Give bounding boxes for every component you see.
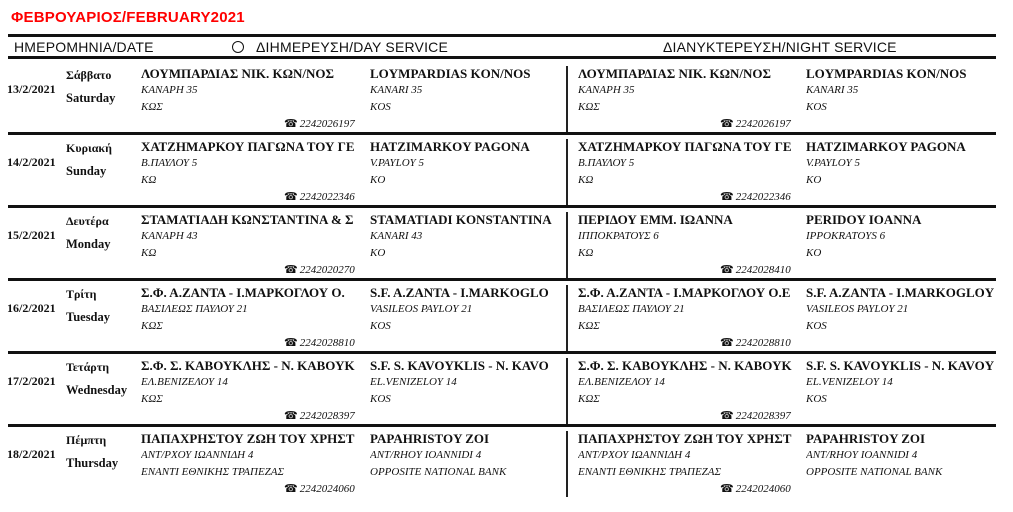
day-pharmacy-greek	[141, 66, 367, 116]
day-pharmacy-english	[370, 212, 562, 262]
column-divider	[566, 358, 568, 424]
phone-number: 2242028397	[735, 410, 791, 422]
row-date: 18/2/2021	[7, 447, 56, 461]
night-phone	[720, 336, 791, 349]
pharmacy-city: KO	[370, 247, 386, 259]
phone-icon: ☎	[284, 410, 298, 422]
pharmacy-city: OPPOSITE NATIONAL BANK	[370, 466, 507, 478]
day-pharmacy-english	[370, 285, 562, 335]
header-top-rule	[8, 34, 996, 37]
pharmacy-city: ΚΩΣ	[141, 320, 163, 332]
schedule-row	[0, 354, 1013, 427]
header-bottom-rule	[8, 56, 996, 59]
phone-icon: ☎	[284, 118, 298, 130]
pharmacy-address: ANT/RHOY IOANNIDI 4	[806, 449, 918, 461]
phone-icon: ☎	[720, 191, 734, 203]
day-phone	[284, 409, 355, 422]
night-phone	[720, 117, 791, 130]
schedule-row	[0, 135, 1013, 208]
night-phone	[720, 190, 791, 203]
pharmacy-city: ΚΩ	[141, 247, 157, 259]
row-day-greek: Κυριακή	[66, 141, 112, 155]
header-date: ΗΜΕΡΟΜΗΝΙΑ/DATE	[14, 39, 154, 55]
pharmacy-city: KOS	[806, 393, 827, 405]
row-day-greek: Πέμπτη	[66, 433, 107, 447]
day-pharmacy-greek	[141, 212, 367, 262]
day-phone	[284, 263, 355, 276]
pharmacy-name: S.F. S. KAVOYKLIS - N. KAVOY	[806, 358, 995, 373]
pharmacy-name: Σ.Φ. Σ. ΚΑΒΟΥΚΛΗΣ - Ν. ΚΑΒΟΥΚ	[578, 358, 792, 373]
pharmacy-name: S.F. A.ZANTA - I.MARKOGLOY	[806, 285, 995, 300]
pharmacy-address: Β.ΠΑΥΛΟΥ 5	[141, 157, 198, 169]
pharmacy-name: HATZIMARKOY PAGONA	[370, 139, 530, 154]
pharmacy-city: ΕΝΑΝΤΙ ΕΘΝΙΚΗΣ ΤΡΑΠΕΖΑΣ	[141, 466, 285, 478]
day-phone	[284, 336, 355, 349]
pharmacy-address: ΒΑΣΙΛΕΩΣ ΠΑΥΛΟΥ 21	[578, 303, 685, 315]
day-pharmacy-greek	[141, 358, 367, 408]
phone-icon: ☎	[284, 191, 298, 203]
day-pharmacy-english	[370, 431, 562, 481]
night-pharmacy-greek	[578, 431, 800, 481]
pharmacy-city: KOS	[806, 101, 827, 113]
phone-icon: ☎	[284, 264, 298, 276]
day-pharmacy-greek	[141, 139, 367, 189]
night-pharmacy-greek	[578, 358, 800, 408]
pharmacy-name: LOYMPARDIAS KON/NOS	[370, 66, 531, 81]
phone-number: 2242026197	[299, 118, 355, 130]
pharmacy-address: KANARI 35	[370, 84, 423, 96]
row-separator	[8, 205, 996, 208]
row-separator	[8, 278, 996, 281]
row-separator	[8, 132, 996, 135]
row-day-greek: Τετάρτη	[66, 360, 110, 374]
header-night-service: ΔΙΑΝΥΚΤΕΡΕΥΣΗ/NIGHT SERVICE	[663, 39, 897, 55]
pharmacy-address: IPPOKRATOYS 6	[806, 230, 886, 242]
page-title: ΦΕΒΡΟΥΑΡΙΟΣ/FEBRUARY2021	[11, 9, 245, 26]
night-pharmacy-english	[806, 358, 1006, 408]
phone-icon: ☎	[720, 483, 734, 495]
pharmacy-address: ΕΛ.ΒΕΝΙΖΕΛΟΥ 14	[141, 376, 228, 388]
pharmacy-address: ΑΝΤ/ΡΧΟΥ ΙΩΑΝΝΙΔΗ 4	[578, 449, 691, 461]
pharmacy-address: ΒΑΣΙΛΕΩΣ ΠΑΥΛΟΥ 21	[141, 303, 248, 315]
night-pharmacy-english	[806, 66, 1006, 116]
pharmacy-city: ΚΩΣ	[141, 393, 163, 405]
row-day-english: Sunday	[66, 164, 107, 178]
pharmacy-city: KOS	[806, 320, 827, 332]
pharmacy-name: PAPAHRISTOY ZOI	[806, 431, 926, 446]
pharmacy-name: Σ.Φ. Α.ΖΑΝΤΑ - Ι.ΜΑΡΚΟΓΛΟΥ Ο.	[141, 285, 345, 300]
pharmacy-city: KOS	[370, 320, 391, 332]
phone-number: 2242020270	[299, 264, 355, 276]
phone-icon: ☎	[284, 337, 298, 349]
row-day-english: Monday	[66, 237, 111, 251]
night-pharmacy-greek	[578, 139, 800, 189]
row-date: 17/2/2021	[7, 374, 56, 388]
row-day-english: Tuesday	[66, 310, 111, 324]
day-phone	[284, 190, 355, 203]
pharmacy-name: ΧΑΤΖΗΜΑΡΚΟΥ ΠΑΓΩΝΑ ΤΟΥ ΓΕ	[141, 139, 355, 154]
pharmacy-city: KO	[806, 247, 822, 259]
phone-number: 2242024060	[299, 483, 355, 495]
pharmacy-name: PAPAHRISTOY ZOI	[370, 431, 490, 446]
pharmacy-name: LOYMPARDIAS KON/NOS	[806, 66, 967, 81]
day-phone	[284, 482, 355, 495]
pharmacy-address: VASILEOS PAYLOY 21	[806, 303, 909, 315]
phone-icon: ☎	[720, 118, 734, 130]
column-divider	[566, 66, 568, 132]
night-phone	[720, 263, 791, 276]
pharmacy-address: VASILEOS PAYLOY 21	[370, 303, 473, 315]
day-pharmacy-english	[370, 66, 562, 116]
day-pharmacy-greek	[141, 431, 367, 481]
pharmacy-city: ΚΩΣ	[578, 320, 600, 332]
pharmacy-city: OPPOSITE NATIONAL BANK	[806, 466, 943, 478]
phone-number: 2242028397	[299, 410, 355, 422]
phone-icon: ☎	[284, 483, 298, 495]
row-day-english: Saturday	[66, 91, 116, 105]
pharmacy-city: KOS	[370, 101, 391, 113]
column-divider	[566, 285, 568, 351]
night-pharmacy-english	[806, 285, 1006, 335]
night-pharmacy-greek	[578, 66, 800, 116]
pharmacy-city: KO	[806, 174, 822, 186]
pharmacy-city: KOS	[370, 393, 391, 405]
pharmacy-name: PERIDOY IOANNA	[806, 212, 922, 227]
day-pharmacy-english	[370, 139, 562, 189]
night-pharmacy-english	[806, 212, 1006, 262]
row-date: 15/2/2021	[7, 228, 56, 242]
pharmacy-address: ΚΑΝΑΡΗ 35	[141, 84, 198, 96]
pharmacy-address: Β.ΠΑΥΛΟΥ 5	[578, 157, 635, 169]
pharmacy-name: ΠΑΠΑΧΡΗΣΤΟΥ ΖΩΗ ΤΟΥ ΧΡΗΣΤ	[141, 431, 355, 446]
column-divider	[566, 431, 568, 497]
row-day-english: Wednesday	[66, 383, 128, 397]
phone-icon: ☎	[720, 264, 734, 276]
pharmacy-city: ΕΝΑΝΤΙ ΕΘΝΙΚΗΣ ΤΡΑΠΕΖΑΣ	[578, 466, 722, 478]
night-pharmacy-english	[806, 431, 1006, 481]
pharmacy-name: ΧΑΤΖΗΜΑΡΚΟΥ ΠΑΓΩΝΑ ΤΟΥ ΓΕ	[578, 139, 792, 154]
pharmacy-name: ΠΕΡΙΔΟΥ ΕΜΜ. ΙΩΑΝΝΑ	[578, 212, 733, 227]
circle-icon	[232, 41, 244, 53]
pharmacy-name: STAMATIADI KONSTANTINA	[370, 212, 552, 227]
night-phone	[720, 482, 791, 495]
pharmacy-name: ΠΑΠΑΧΡΗΣΤΟΥ ΖΩΗ ΤΟΥ ΧΡΗΣΤ	[578, 431, 792, 446]
phone-icon: ☎	[720, 410, 734, 422]
pharmacy-city: KO	[370, 174, 386, 186]
pharmacy-city: ΚΩ	[141, 174, 157, 186]
day-pharmacy-english	[370, 358, 562, 408]
phone-icon: ☎	[720, 337, 734, 349]
night-pharmacy-greek	[578, 212, 800, 262]
pharmacy-address: KANARI 43	[370, 230, 423, 242]
pharmacy-city: ΚΩΣ	[578, 101, 600, 113]
header-day-service: ΔΙΗΜΕΡΕΥΣΗ/DAY SERVICE	[256, 39, 449, 55]
row-day-greek: Σάββατο	[66, 68, 112, 82]
night-pharmacy-english	[806, 139, 1006, 189]
pharmacy-name: Σ.Φ. Σ. ΚΑΒΟΥΚΛΗΣ - Ν. ΚΑΒΟΥΚ	[141, 358, 355, 373]
pharmacy-address: ΙΠΠΟΚΡΑΤΟΥΣ 6	[578, 230, 659, 242]
pharmacy-address: ΚΑΝΑΡΗ 43	[141, 230, 198, 242]
day-phone	[284, 117, 355, 130]
pharmacy-address: ΚΑΝΑΡΗ 35	[578, 84, 635, 96]
pharmacy-name: S.F. S. KAVOYKLIS - N. KAVO	[370, 358, 549, 373]
pharmacy-address: KANARI 35	[806, 84, 859, 96]
night-pharmacy-greek	[578, 285, 800, 335]
phone-number: 2242028810	[299, 337, 355, 349]
pharmacy-address: ΑΝΤ/ΡΧΟΥ ΙΩΑΝΝΙΔΗ 4	[141, 449, 254, 461]
pharmacy-name: ΣΤΑΜΑΤΙΑΔΗ ΚΩΝΣΤΑΝΤΙΝΑ & Σ	[141, 212, 354, 227]
row-date: 14/2/2021	[7, 155, 56, 169]
phone-number: 2242022346	[735, 191, 791, 203]
row-day-english: Thursday	[66, 456, 119, 470]
night-phone	[720, 409, 791, 422]
row-date: 13/2/2021	[7, 82, 56, 96]
pharmacy-name: Σ.Φ. Α.ΖΑΝΤΑ - Ι.ΜΑΡΚΟΓΛΟΥ Ο.Ε	[578, 285, 791, 300]
phone-number: 2242024060	[735, 483, 791, 495]
pharmacy-name: ΛΟΥΜΠΑΡΔΙΑΣ ΝΙΚ. ΚΩΝ/ΝΟΣ	[141, 66, 335, 81]
pharmacy-address: EL.VENIZELOY 14	[806, 376, 893, 388]
pharmacy-address: ΕΛ.ΒΕΝΙΖΕΛΟΥ 14	[578, 376, 665, 388]
pharmacy-name: S.F. A.ZANTA - I.MARKOGLO	[370, 285, 549, 300]
pharmacy-city: ΚΩ	[578, 174, 594, 186]
pharmacy-address: ANT/RHOY IOANNIDI 4	[370, 449, 482, 461]
schedule-row	[0, 427, 1013, 500]
pharmacy-address: V.PAYLOY 5	[806, 157, 861, 169]
row-day-greek: Δευτέρα	[66, 214, 109, 228]
pharmacy-city: ΚΩΣ	[578, 393, 600, 405]
pharmacy-city: ΚΩΣ	[141, 101, 163, 113]
row-separator	[8, 351, 996, 354]
row-date: 16/2/2021	[7, 301, 56, 315]
phone-number: 2242022346	[299, 191, 355, 203]
phone-number: 2242026197	[735, 118, 791, 130]
phone-number: 2242028410	[735, 264, 791, 276]
phone-number: 2242028810	[735, 337, 791, 349]
pharmacy-address: V.PAYLOY 5	[370, 157, 425, 169]
pharmacy-name: ΛΟΥΜΠΑΡΔΙΑΣ ΝΙΚ. ΚΩΝ/ΝΟΣ	[578, 66, 772, 81]
day-pharmacy-greek	[141, 285, 367, 335]
column-divider	[566, 139, 568, 205]
column-divider	[566, 212, 568, 278]
row-day-greek: Τρίτη	[66, 287, 97, 301]
pharmacy-name: HATZIMARKOY PAGONA	[806, 139, 966, 154]
schedule-row	[0, 62, 1013, 135]
pharmacy-city: ΚΩ	[578, 247, 594, 259]
schedule-row	[0, 208, 1013, 281]
row-separator	[8, 424, 996, 427]
pharmacy-address: EL.VENIZELOY 14	[370, 376, 457, 388]
schedule-row	[0, 281, 1013, 354]
